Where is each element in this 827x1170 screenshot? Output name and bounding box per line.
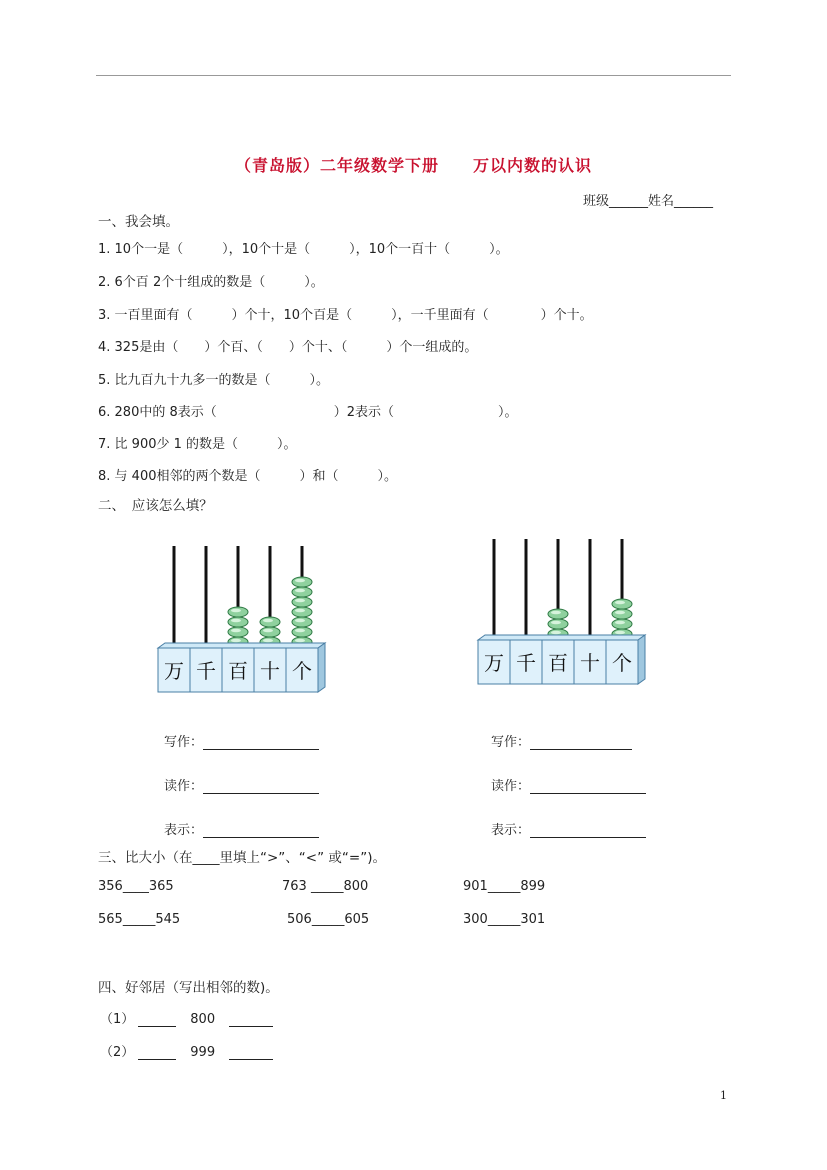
abacus-place-label: 百 <box>548 651 568 675</box>
abacus-bead-highlight <box>615 621 625 625</box>
neighbor-label: （1） <box>100 1012 135 1027</box>
abacus-bead-highlight <box>295 589 305 593</box>
neighbor-row-2 <box>100 1041 273 1060</box>
question-4: 4. 325是由（ ）个百、（ ）个十、（ ）个一组成的。 <box>98 340 478 355</box>
right-mean-line[interactable] <box>491 819 646 838</box>
abacus-bead-highlight <box>231 619 241 623</box>
compare-1-1[interactable]: 356____365 <box>98 879 174 894</box>
neighbor-value: 800 <box>190 1012 216 1027</box>
compare-1-3[interactable]: 901_____899 <box>463 879 546 894</box>
abacus-bead-highlight <box>295 599 305 603</box>
header-rule <box>96 75 731 76</box>
abacus-place-label: 十 <box>260 659 280 683</box>
abacus-bead-highlight <box>263 619 273 623</box>
abacus-bead-highlight <box>615 611 625 615</box>
abacus-frame-top <box>478 635 645 640</box>
abacus-bead-highlight <box>231 609 241 613</box>
question-7: 7. 比 900少 1 的数是（ ）。 <box>98 437 297 452</box>
abacus-bead-highlight <box>295 639 305 643</box>
write-label: 写作： <box>491 735 531 750</box>
compare-1-2[interactable]: 763 _____800 <box>282 879 369 894</box>
section4-heading: 四、好邻居（写出相邻的数)。 <box>98 980 279 996</box>
question-8: 8. 与 400相邻的两个数是（ ）和（ ）。 <box>98 469 397 484</box>
neighbor-value: 999 <box>190 1045 216 1060</box>
abacus-place-label: 个 <box>612 651 632 675</box>
abacus-bead-highlight <box>295 609 305 613</box>
abacus-place-label: 十 <box>580 651 600 675</box>
section2-heading: 二、 应该怎么填？ <box>98 498 213 514</box>
abacus-frame-side <box>318 643 325 692</box>
compare-2-1[interactable]: 565_____545 <box>98 912 181 927</box>
abacus-place-label: 个 <box>292 659 312 683</box>
read-label: 读作： <box>491 779 531 794</box>
abacus-bead-highlight <box>231 629 241 633</box>
abacus-place-label: 万 <box>164 659 184 683</box>
abacus-bead-highlight <box>551 621 561 625</box>
abacus-bead-highlight <box>231 639 241 643</box>
question-5: 5. 比九百九十九多一的数是（ ）。 <box>98 373 330 388</box>
compare-2-3[interactable]: 300_____301 <box>463 912 546 927</box>
right-write-line[interactable] <box>491 731 632 750</box>
question-1: 1. 10个一是（ ），10个十是（ ），10个一百十（ ）。 <box>98 242 509 257</box>
section1-heading: 一、我会填。 <box>98 214 179 230</box>
abacus-frame-top <box>158 643 325 648</box>
abacus-place-label: 千 <box>516 651 536 675</box>
section3-heading: 三、比大小（在____里填上“>”、“<” 或“=”)。 <box>98 850 386 866</box>
left-write-line[interactable] <box>164 731 319 750</box>
abacus-bead-highlight <box>295 579 305 583</box>
neighbor-label: （2） <box>100 1045 135 1060</box>
abacus-bead-highlight <box>551 631 561 635</box>
abacus-right <box>470 535 650 695</box>
abacus-left <box>150 540 330 705</box>
abacus-bead-highlight <box>295 629 305 633</box>
abacus-bead-highlight <box>263 629 273 633</box>
abacus-bead-highlight <box>615 631 625 635</box>
right-read-line[interactable] <box>491 775 646 794</box>
left-mean-line[interactable] <box>164 819 319 838</box>
abacus-frame-side <box>638 635 645 684</box>
mean-label: 表示： <box>164 823 204 838</box>
left-read-line[interactable] <box>164 775 319 794</box>
read-label: 读作： <box>164 779 204 794</box>
class-name-line: 班级______姓名______ <box>583 194 714 209</box>
question-6: 6. 280中的 8表示（ ）2表示（ ）。 <box>98 405 518 420</box>
write-label: 写作： <box>164 735 204 750</box>
abacus-bead-highlight <box>295 619 305 623</box>
mean-label: 表示： <box>491 823 531 838</box>
abacus-bead-highlight <box>551 611 561 615</box>
question-2: 2. 6个百 2个十组成的数是（ ）。 <box>98 275 324 290</box>
page-title: （青岛版）二年级数学下册 万以内数的认识 <box>234 156 592 175</box>
neighbor-row-1 <box>100 1008 273 1027</box>
abacus-place-label: 百 <box>228 659 248 683</box>
abacus-place-label: 千 <box>196 659 216 683</box>
page-number: 1 <box>720 1089 727 1102</box>
abacus-place-label: 万 <box>484 651 504 675</box>
abacus-bead-highlight <box>615 601 625 605</box>
abacus-bead-highlight <box>263 639 273 643</box>
question-3: 3. 一百里面有（ ）个十，10个百是（ ），一千里面有（ ）个十。 <box>98 308 593 323</box>
compare-2-2[interactable]: 506_____605 <box>287 912 370 927</box>
